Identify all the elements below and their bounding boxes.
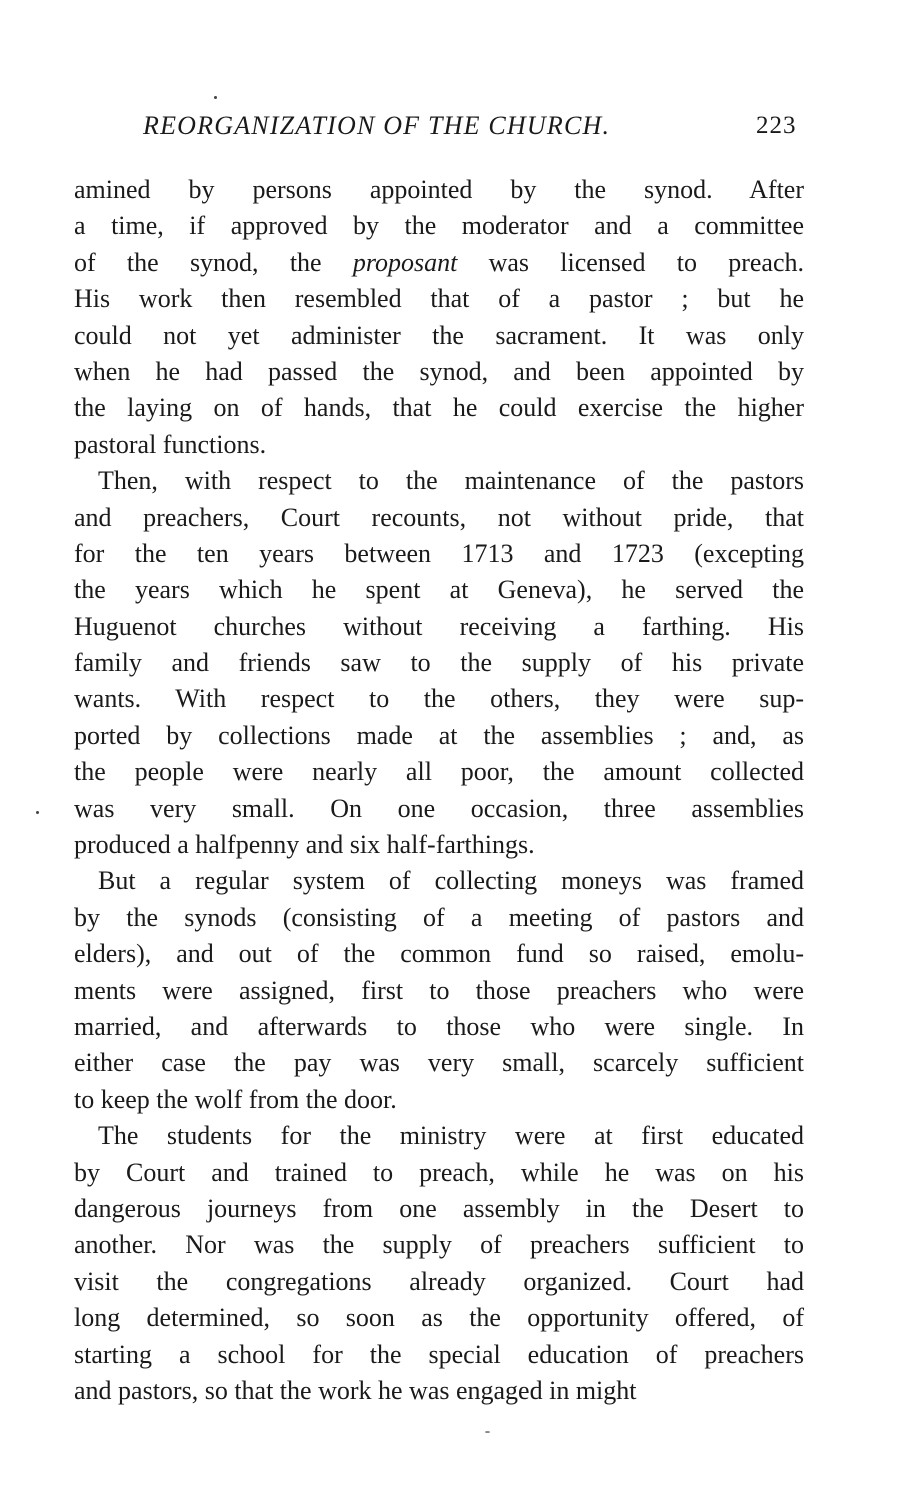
text-line: His work then resembled that of a pastor ; but he xyxy=(74,284,804,314)
paragraph xyxy=(74,172,804,463)
print-speck xyxy=(36,811,39,814)
paragraph xyxy=(74,1118,804,1409)
text-line: dangerous journeys from one assembly in the Desert to xyxy=(74,1193,804,1223)
text-line: another. Nor was the supply of preachers sufficient to xyxy=(74,1230,804,1260)
text-line: long determined, so soon as the opportunity offered, of xyxy=(74,1303,804,1333)
text-line: when he had passed the synod, and been appointed by xyxy=(74,356,804,386)
text-line: the laying on of hands, that he could exercise the higher xyxy=(74,393,804,423)
text-line: ments were assigned, first to those preachers who were xyxy=(74,975,804,1005)
print-speck xyxy=(214,96,217,99)
text-line: a time, if approved by the moderator and a committee xyxy=(74,211,804,241)
text-line: visit the congregations already organized. Court had xyxy=(74,1266,804,1296)
text-line: family and friends saw to the supply of his private xyxy=(74,648,804,678)
text-line: by Court and trained to preach, while he was on his xyxy=(74,1157,804,1187)
running-title: REORGANIZATION OF THE CHURCH. xyxy=(143,111,611,140)
text-line: wants. With respect to the others, they were sup- xyxy=(74,684,804,714)
text-line: could not yet administer the sacrament. It was only xyxy=(74,320,804,350)
paragraph xyxy=(74,863,804,1118)
text-line: the people were nearly all poor, the amount collected xyxy=(74,757,804,787)
text-line: the years which he spent at Geneva), he served the xyxy=(74,575,804,605)
text-line: of the synod, the proposant was licensed to preach. xyxy=(74,247,804,277)
italic-term: proposant xyxy=(352,247,458,277)
text-line: But a regular system of collecting moneys was framed xyxy=(98,866,804,896)
text-line: The students for the ministry were at first educated xyxy=(98,1121,804,1151)
text-line: Huguenot churches without receiving a farthing. His xyxy=(74,611,804,641)
text-line: ported by collections made at the assemblies ; and, as xyxy=(74,720,804,750)
text-line: married, and afterwards to those who were single. In xyxy=(74,1011,804,1041)
page-number: 223 xyxy=(756,112,797,139)
text-line: elders), and out of the common fund so raised, emolu- xyxy=(74,939,804,969)
text-line: Then, with respect to the maintenance of the pastors xyxy=(98,466,804,496)
text-line: was very small. On one occasion, three assemblies xyxy=(74,793,804,823)
text-line: to keep the wolf from the door. xyxy=(74,1084,397,1114)
text-line: by the synods (consisting of a meeting of pastors and xyxy=(74,902,804,932)
text-line: for the ten years between 1713 and 1723 (excepting xyxy=(74,538,804,568)
print-speck xyxy=(485,1431,490,1433)
text-line: starting a school for the special education of preachers xyxy=(74,1339,804,1369)
paragraph xyxy=(74,463,804,863)
text-line: either case the pay was very small, scarcely sufficient xyxy=(74,1048,804,1078)
text-line: pastoral functions. xyxy=(74,429,267,459)
body-text xyxy=(74,172,804,1409)
text-line: and preachers, Court recounts, not without pride, that xyxy=(74,502,804,532)
text-line: produced a halfpenny and six half-farthings. xyxy=(74,830,535,860)
running-head xyxy=(0,108,900,144)
text-line: amined by persons appointed by the synod. After xyxy=(74,175,804,204)
text-line: and pastors, so that the work he was engaged in might xyxy=(74,1375,637,1405)
